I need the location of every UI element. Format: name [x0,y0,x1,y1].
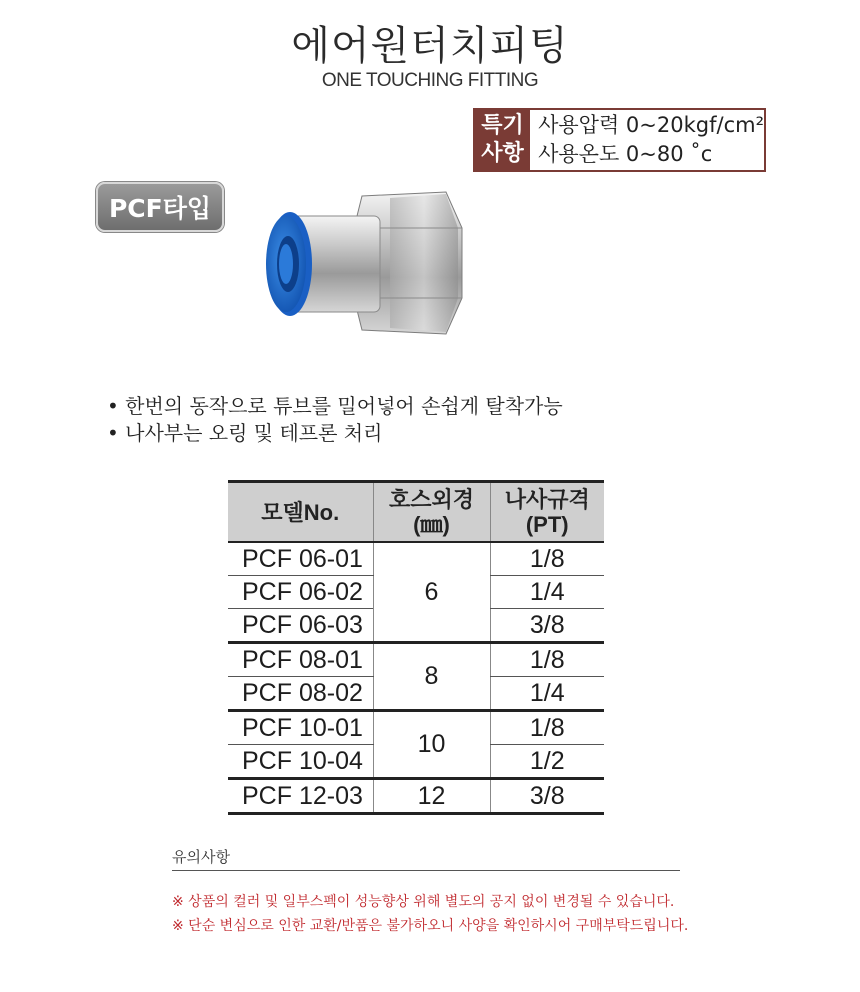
thread-cell: 1/2 [490,745,604,779]
spec-box [473,108,766,172]
notice-item: ※ 단순 변심으로 인한 교환/반품은 불가하오니 사양을 확인하시어 구매부탁드립니다. [172,918,689,934]
notice-divider [172,870,680,871]
spec-label [475,110,530,170]
spec-table [228,480,604,815]
hose-cell: 8 [373,643,490,711]
model-cell: PCF 10-01 [228,711,373,745]
model-cell: PCF 06-01 [228,542,373,576]
table-row [228,542,604,576]
thread-cell: 1/4 [490,677,604,711]
spec-temperature: 사용온도 0~80 ˚c [538,142,713,166]
product-image [250,188,490,342]
col-thread-size: 나사규격 (PT) [490,482,604,543]
thread-cell: 3/8 [490,779,604,814]
hose-cell: 6 [373,542,490,643]
model-cell: PCF 08-01 [228,643,373,677]
feature-item: • 나사부는 오링 및 테프론 처리 [107,421,383,445]
thread-cell: 1/8 [490,711,604,745]
model-cell: PCF 10-04 [228,745,373,779]
feature-item: • 한번의 동작으로 튜브를 밀어넣어 손쉽게 탈착가능 [107,394,563,418]
notice-item: ※ 상품의 컬러 및 일부스펙이 성능향상 위해 별도의 공지 없이 변경될 수 있습니다. [172,894,675,910]
model-cell: PCF 06-02 [228,576,373,609]
model-cell: PCF 12-03 [228,779,373,814]
thread-cell: 1/8 [490,643,604,677]
spec-values [530,110,764,170]
table-header-row [228,482,604,543]
spec-pressure: 사용압력 0~20kgf/cm² [538,113,764,137]
hose-cell: 10 [373,711,490,779]
hose-cell: 12 [373,779,490,814]
table-row [228,711,604,745]
model-cell: PCF 06-03 [228,609,373,643]
thread-cell: 1/4 [490,576,604,609]
page-subtitle: ONE TOUCHING FITTING [321,70,539,91]
thread-cell: 1/8 [490,542,604,576]
page-title: 에어원터치피팅 [291,23,569,69]
fitting-illustration [250,188,490,338]
spec-label-line1: 특기 [481,113,524,138]
thread-cell: 3/8 [490,609,604,643]
table-row [228,779,604,814]
notice-list [172,890,688,938]
notice-title: 유의사항 [172,848,230,866]
spec-label-line2: 사항 [481,141,524,166]
feature-list [107,393,563,447]
model-cell: PCF 08-02 [228,677,373,711]
col-model: 모델No. [228,482,373,543]
col-hose-diameter: 호스외경 (㎜) [373,482,490,543]
table-row [228,643,604,677]
type-badge: PCF타입 [96,182,224,232]
